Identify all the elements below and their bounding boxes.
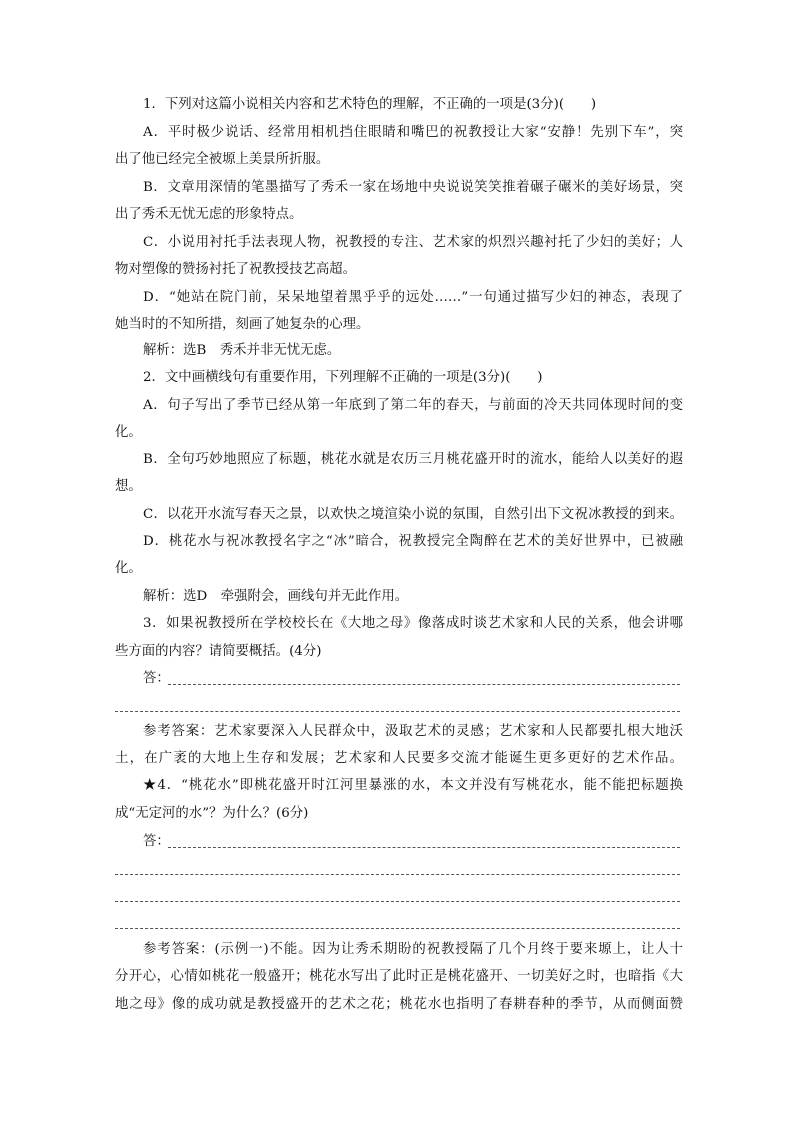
q1-option-b-line1: B．文章用深情的笔墨描写了秀禾一家在场地中央说说笑笑推着碾子碾米的美好场景，突 [143,180,683,195]
q1-option-c-line2: 物对塑像的赞扬衬托了祝教授技艺高超。 [115,262,357,277]
q4-stem-line2: 成“无定河的水”？为什么？(6分) [115,806,309,821]
q1-option-b-line2: 出了秀禾无忧无虑的形象特点。 [115,207,303,222]
q3-reference-line2: 土，在广袤的大地上生存和发展；艺术家和人民要多交流才能诞生更多更好的艺术作品。 [115,751,683,766]
q1-option-c-line1: C．小说用衬托手法表现人物，祝教授的专注、艺术家的炽烈兴趣衬托了少妇的美好；人 [143,235,683,250]
q1-analysis: 解析：选B 秀禾并非无忧无虑。 [143,343,341,358]
q3-answer-line-1[interactable] [168,684,680,685]
q1-option-a-line1: A．平时极少说话、经常用相机挡住眼睛和嘴巴的祝教授让大家“安静！先别下车”，突 [143,125,683,140]
q3-answer-line-2[interactable] [115,711,680,712]
q2-option-d-line1: D．桃花水与祝冰教授名字之“冰”暗合，祝教授完全陶醉在艺术的美好世界中，已被融 [143,534,683,549]
q2-option-b-line1: B．全句巧妙地照应了标题，桃花水就是农历三月桃花盛开时的流水，能给人以美好的遐 [143,452,683,467]
q3-reference-line1: 参考答案：艺术家要深入人民群众中，汲取艺术的灵感；艺术家和人民都要扎根大地沃 [143,724,683,739]
q4-reference-line2: 分开心，心情如桃花一般盛开；桃花水写出了此时正是桃花盛开、一切美好之时，也暗指《大 [115,969,683,984]
q4-reference-line3: 地之母》像的成功就是教授盛开的艺术之花；桃花水也指明了春耕春种的季节，从而侧面赞 [115,997,683,1012]
q2-stem: 2．文中画横线句有重要作用，下列理解不正确的一项是(3分)( ) [143,370,543,385]
q2-option-d-line2: 化。 [115,561,142,576]
q1-stem: 1．下列对这篇小说相关内容和艺术特色的理解，不正确的一项是(3分)( ) [143,97,597,112]
q2-option-a-line1: A．句子写出了季节已经从第一年底到了第二年的春天，与前面的冷天共同体现时间的变 [143,398,683,413]
q3-stem-line2: 些方面的内容？请简要概括。(4分) [115,644,322,659]
q4-reference-line1: 参考答案：(示例一)不能。因为让秀禾期盼的祝教授隔了几个月终于要来塬上，让人十 [143,942,683,957]
q2-analysis: 解析：选D 牵强附会，画线句并无此作用。 [143,589,409,604]
q4-answer-label: 答： [143,834,170,849]
q2-option-a-line2: 化。 [115,425,142,440]
q1-option-d-line2: 她当时的不知所措，刻画了她复杂的心理。 [115,317,370,332]
q4-answer-line-1[interactable] [168,847,680,848]
q1-option-d-line1: D．“她站在院门前，呆呆地望着黑乎乎的远处……”一句通过描写少妇的神态，表现了 [143,290,683,305]
q4-answer-line-2[interactable] [115,874,680,875]
q2-option-b-line2: 想。 [115,479,142,494]
q4-stem-line1: ★4．“桃花水”即桃花盛开时江河里暴涨的水，本文并没有写桃花水，能不能把标题换 [143,778,683,793]
q3-stem-line1: 3．如果祝教授所在学校校长在《大地之母》像落成时谈艺术家和人民的关系，他会讲哪 [143,616,683,631]
q3-answer-label: 答： [143,671,170,686]
q2-option-c: C．以花开水流写春天之景，以欢快之境渲染小说的氛围，自然引出下文祝冰教授的到来。 [143,507,683,522]
q4-answer-line-3[interactable] [115,901,680,902]
q4-answer-line-4[interactable] [115,928,680,929]
q1-option-a-line2: 出了他已经完全被塬上美景所折服。 [115,152,330,167]
